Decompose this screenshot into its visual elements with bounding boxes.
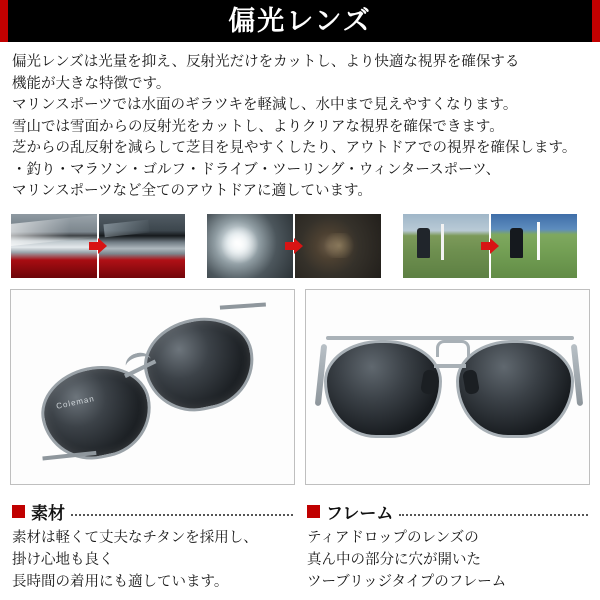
page-title-banner — [0, 0, 600, 42]
section-frame-line-1: ティアドロップのレンズの — [307, 529, 479, 546]
photo-car-after — [98, 213, 186, 279]
section-material-heading — [12, 499, 293, 524]
dotted-rule — [71, 504, 293, 516]
sunglasses-angled-photo — [10, 289, 295, 485]
golfer-figure — [510, 228, 523, 258]
intro-line-4: 雪山では雪面からの反射光をカットし、よりクリアな視界を確保できます。 — [12, 118, 504, 135]
section-material-line-2: 掛け心地も良く — [12, 551, 114, 568]
red-square-bullet-icon — [12, 505, 25, 518]
photo-golf-before — [402, 213, 490, 279]
section-material-line-3: 長時間の着用にも適しています。 — [12, 573, 229, 590]
section-material-title: 素材 — [31, 503, 65, 523]
photo-water-after — [294, 213, 382, 279]
section-frame-heading — [307, 499, 588, 524]
section-frame-line-2: 真ん中の部分に穴が開いた — [307, 551, 481, 568]
section-frame-line-3: ツーブリッジタイプのフレーム — [307, 573, 507, 590]
intro-line-7: マリンスポーツなど全てのアウトドアに適しています。 — [12, 183, 372, 199]
intro-line-2: 機能が大きな特徴です。 — [12, 75, 171, 92]
section-material-line-1: 素材は軽くて丈夫なチタンを採用し、 — [12, 529, 258, 546]
bridge-upper — [436, 340, 470, 357]
golfer-figure — [417, 228, 430, 258]
intro-line-5: 芝からの乱反射を減らして芝目を見やすくしたり、アウトドアでの視界を確保します。 — [12, 140, 577, 156]
right-arrow-icon — [481, 213, 499, 279]
red-square-bullet-icon — [307, 505, 320, 518]
sunglasses-angled-art — [20, 293, 286, 482]
feature-sections — [0, 485, 600, 593]
comparison-pair-water — [206, 213, 394, 279]
comparison-photo-strip — [0, 209, 600, 279]
comparison-pair-car — [10, 213, 198, 279]
intro-line-6: ・釣り・マラソン・ゴルフ・ドライブ・ツーリング・ウィンタースポーツ、 — [12, 161, 501, 178]
intro-line-1: 偏光レンズは光量を抑え、反射光だけをカットし、より快適な視界を確保する — [12, 54, 520, 70]
right-arrow-icon — [285, 213, 303, 279]
dotted-rule — [399, 504, 588, 516]
section-frame-title: フレーム — [326, 503, 394, 523]
section-material — [12, 499, 293, 593]
photo-golf-after — [490, 213, 578, 279]
sunglasses-front-art — [318, 330, 580, 442]
photo-car-before — [10, 213, 98, 279]
product-photo-row — [0, 279, 600, 485]
temple-arm-right — [220, 302, 266, 309]
page-title: 偏光レンズ — [228, 6, 372, 36]
right-arrow-icon — [89, 213, 107, 279]
bridge-lower — [434, 364, 466, 368]
brand-mark: Coleman — [55, 393, 96, 411]
brow-bar — [326, 336, 574, 340]
intro-line-3: マリンスポーツでは水面のギラツキを軽減し、水中まで見えやすくなります。 — [12, 97, 518, 113]
section-frame — [307, 499, 588, 593]
intro-paragraph — [0, 42, 600, 209]
sunglasses-front-photo — [305, 289, 590, 485]
photo-water-before — [206, 213, 294, 279]
comparison-pair-golf — [402, 213, 590, 279]
